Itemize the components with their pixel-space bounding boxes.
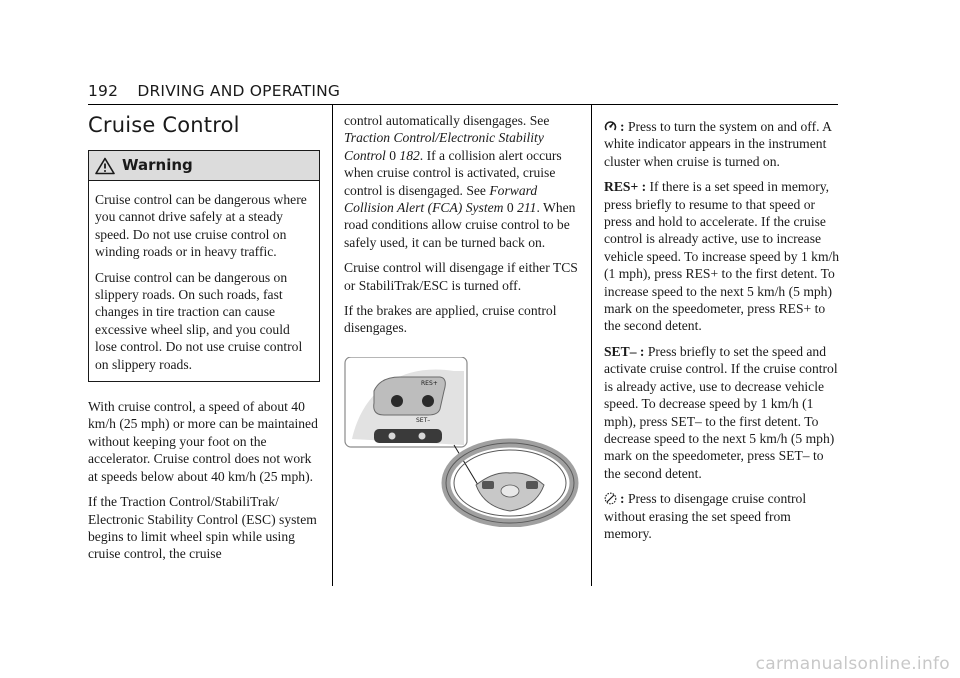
paragraph-res: RES+ : If there is a set speed in memory, press briefly to resume to that speed or press and hold to accelerate. If the cruise control is already active, use to increase vehicle speed. To increase speed by 1 km/h (1 mph), press RES+ to the first detent. To increase speed to the next 5 km/h (5 mph) mark on the speedometer, press RES+ to the second detent.	[604, 179, 840, 334]
gap-icon	[389, 432, 396, 439]
set-label: SET–	[416, 416, 431, 424]
paragraph-traction: If the Traction Control/StabiliTrak/ Electronic Stability Control (ESC) system begins to limit wheel spin while using cruise control, the cruise	[88, 494, 317, 562]
paragraph-tcs: Cruise control will disengage if either TCS or StabiliTrak/ESC is turned off.	[344, 260, 578, 293]
warning-label: Warning	[122, 155, 193, 174]
paragraph-cruise-on-off: : Press to turn the system on and off. A white indicator appears in the instrument cluster when cruise is turned on.	[604, 119, 832, 169]
page-ref-arrow-icon: 0	[506, 200, 514, 216]
paragraph-speed: With cruise control, a speed of about 40 km/h (25 mph) or more can be maintained without keeping your foot on the accelerator. Cruise control does not work at speeds below about 40 km/h (25 mph).	[88, 399, 318, 484]
cancel-icon	[422, 395, 434, 407]
column-2	[344, 112, 580, 531]
paragraph-brakes: If the brakes are applied, cruise control disengages.	[344, 303, 557, 336]
page-ref-211[interactable]: 211	[517, 200, 537, 216]
column-divider-2	[591, 104, 592, 586]
warning-body	[89, 181, 319, 373]
warning-triangle-icon	[95, 157, 115, 175]
column-1	[88, 112, 320, 571]
page-ref-182[interactable]: 182	[399, 147, 420, 163]
res-label: RES+	[421, 379, 438, 387]
page-title: Cruise Control	[88, 113, 240, 137]
paragraph-disengage: control automatically disengages. See Traction Control/Electronic Stability Control 0 182. If a collision alert occurs when cruise control is activated, cruise control is disengaged. See Forward Collision Alert (FCA) System 0 211. When road conditions allow cruise control to be safely used, it can be turned back on.	[344, 113, 576, 250]
cruise-on-off-icon	[391, 395, 403, 407]
lane-keep-icon	[419, 432, 426, 439]
header-rule	[88, 104, 838, 105]
warning-paragraph-1: Cruise control can be dangerous where you cannot drive safely at a steady speed. Do not use cruise control on winding roads or in heavy traffic.	[95, 192, 307, 260]
cancel-icon	[604, 492, 617, 505]
paragraph-cancel: : Press to disengage cruise control without erasing the set speed from memory.	[604, 491, 807, 541]
watermark: carmanualsonline.info	[755, 654, 950, 674]
page-number: 192	[88, 82, 119, 100]
column-3	[604, 118, 840, 550]
cross-reference-traction[interactable]: Traction Control/Electronic Stability Control	[344, 130, 544, 163]
set-button-label: SET– :	[604, 343, 645, 359]
paragraph-set: SET– : Press briefly to set the speed and activate cruise control. If the cruise control is already active, use to decrease vehicle speed. To decrease speed by 1 km/h (1 mph), press SET– to the first detent. To decrease speed to the next 5 km/h (5 mph) mark on the speedometer, press SET– to the second detent.	[604, 343, 838, 481]
warning-paragraph-2: Cruise control can be dangerous on slippery roads. On such roads, fast changes in tire traction can cause excessive wheel slip, and you could lose control. Do not use cruise control on slippery roads.	[95, 269, 303, 372]
cross-reference-fca[interactable]: Forward Collision Alert (FCA) System	[344, 182, 538, 216]
page-ref-arrow-icon: 0	[389, 147, 396, 163]
warning-header	[89, 151, 319, 181]
warning-box	[88, 150, 320, 382]
section-title: DRIVING AND OPERATING	[137, 82, 341, 100]
res-button-label: RES+ :	[604, 179, 647, 195]
cruise-control-icon	[604, 119, 617, 133]
page-header	[88, 82, 838, 100]
column-divider-1	[332, 104, 333, 586]
steering-wheel-illustration	[344, 357, 580, 531]
lower-button-pad	[374, 429, 442, 443]
steering-wheel-figure	[344, 357, 580, 527]
